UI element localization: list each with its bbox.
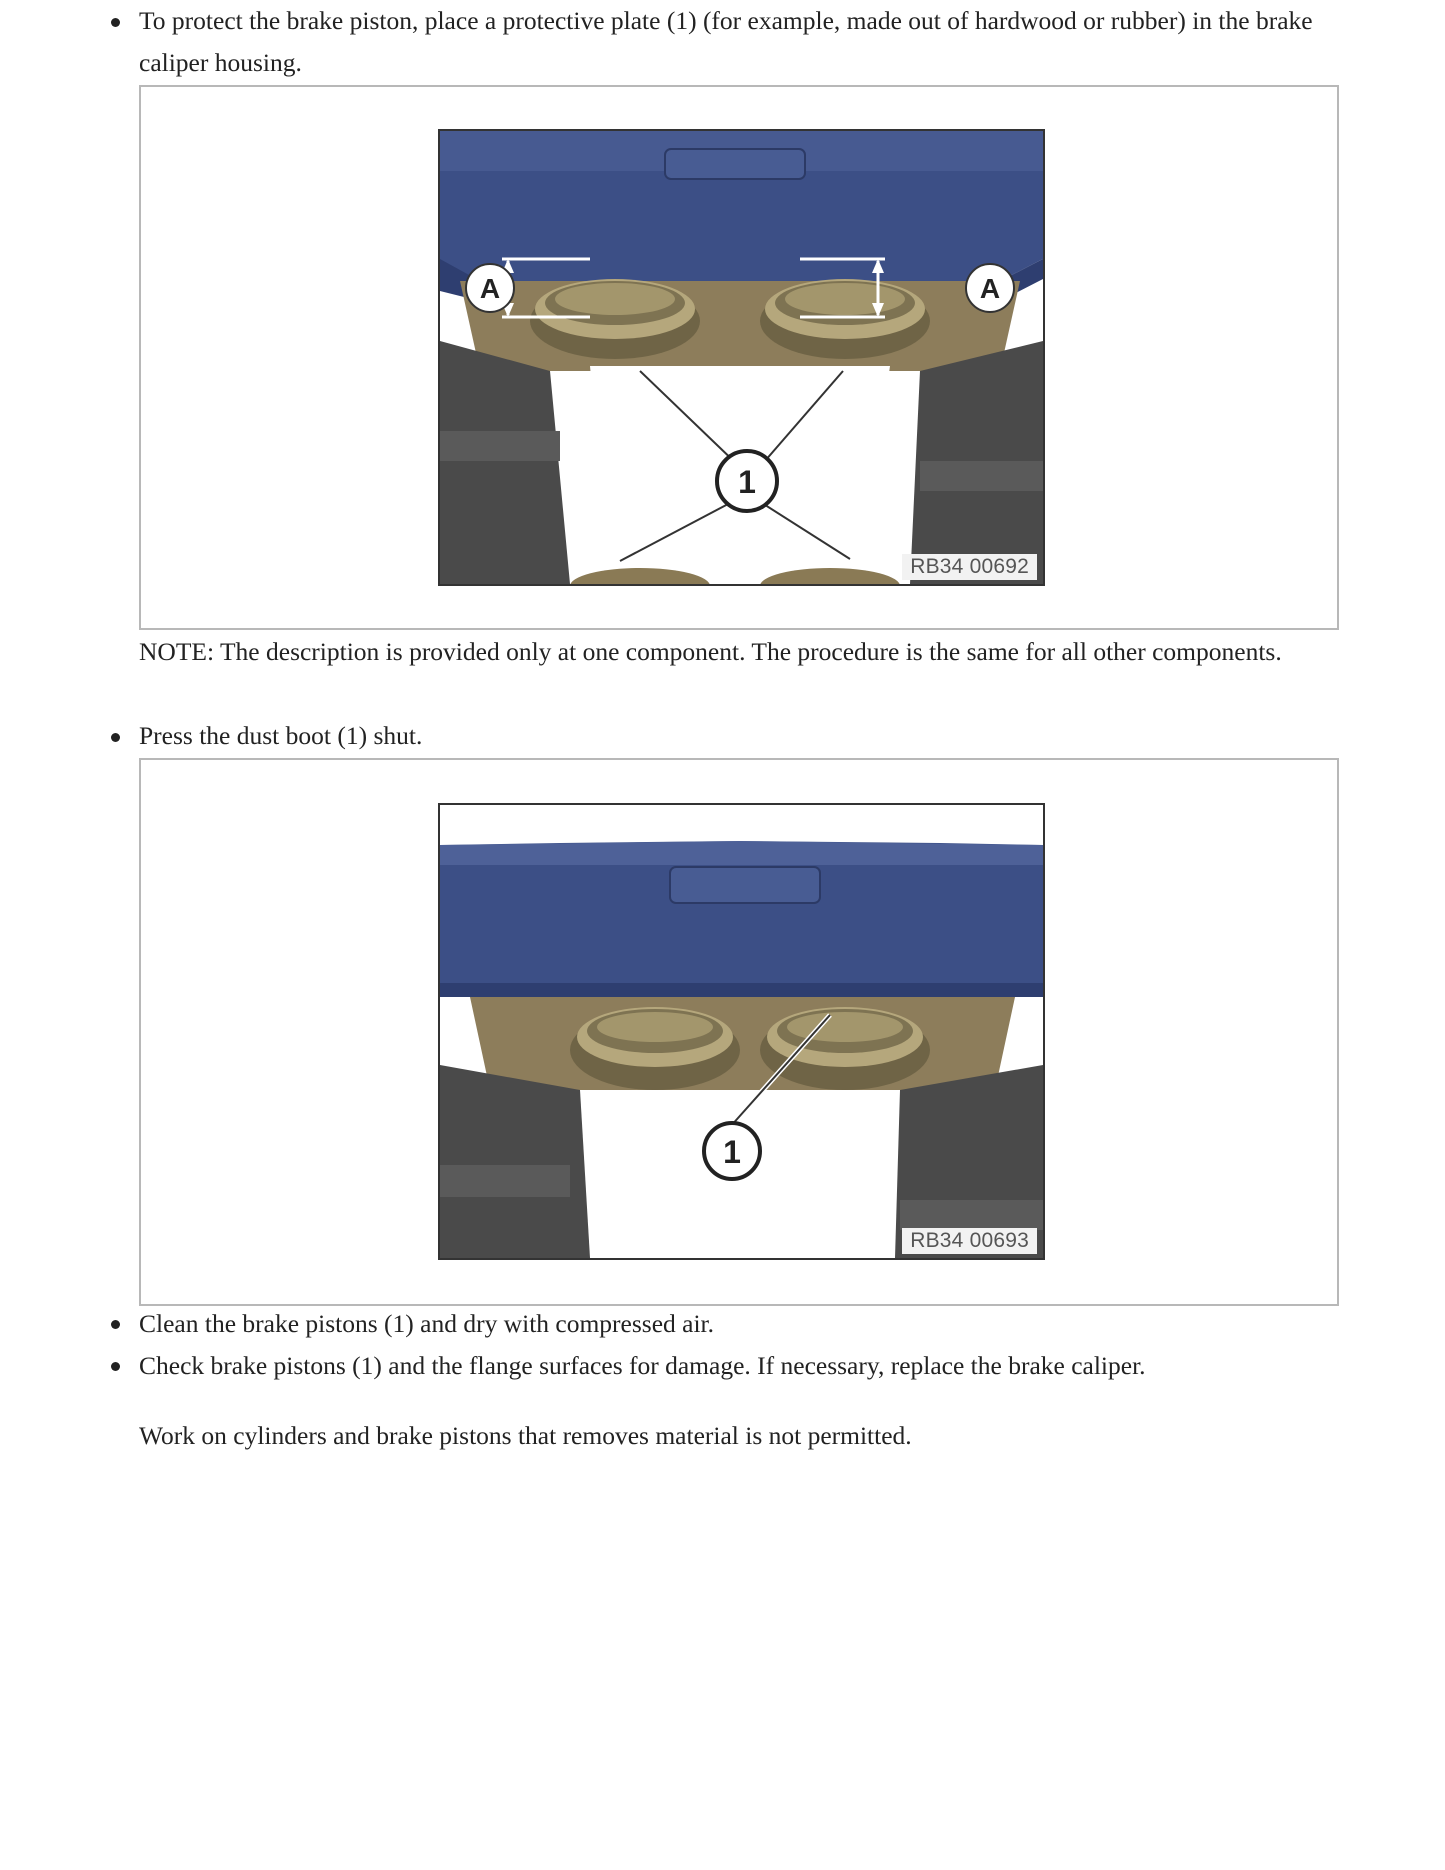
- bullet-icon: [111, 18, 120, 27]
- step-text: Clean the brake pistons (1) and dry with compressed air.: [139, 1309, 715, 1338]
- figure-frame: [139, 758, 1339, 1306]
- callout-a-left: [466, 264, 514, 312]
- svg-text:A: A: [479, 273, 501, 304]
- callout-a-right: [966, 264, 1014, 312]
- figure-frame: [139, 85, 1339, 630]
- callout-1: [704, 1123, 760, 1179]
- step-text: Press the dust boot (1) shut.: [139, 721, 423, 750]
- step-text: Check brake pistons (1) and the flange surfaces for damage. If necessary, replace the brake caliper.: [139, 1351, 1146, 1380]
- figure-code: RB34 00692: [902, 554, 1037, 580]
- callout-1: [717, 451, 777, 511]
- brake-caliper-dust-boot-photo: [438, 803, 1045, 1260]
- note-text: NOTE: The description is provided only at one component. The procedure is the same for all other components.: [139, 637, 1282, 666]
- figure-code: RB34 00693: [902, 1228, 1037, 1254]
- warning-text: Work on cylinders and brake pistons that removes material is not permitted.: [139, 1421, 912, 1450]
- brake-caliper-protective-plate-photo: [438, 129, 1045, 586]
- step-text: To protect the brake piston, place a protective plate (1) (for example, made out of hardwood or rubber) in the brake caliper housing.: [139, 6, 1313, 77]
- bullet-icon: [111, 1320, 120, 1329]
- bullet-icon: [111, 1362, 120, 1371]
- bullet-icon: [111, 733, 120, 742]
- svg-text:1: 1: [723, 1134, 741, 1170]
- svg-text:1: 1: [738, 464, 756, 500]
- svg-text:A: A: [979, 273, 1001, 304]
